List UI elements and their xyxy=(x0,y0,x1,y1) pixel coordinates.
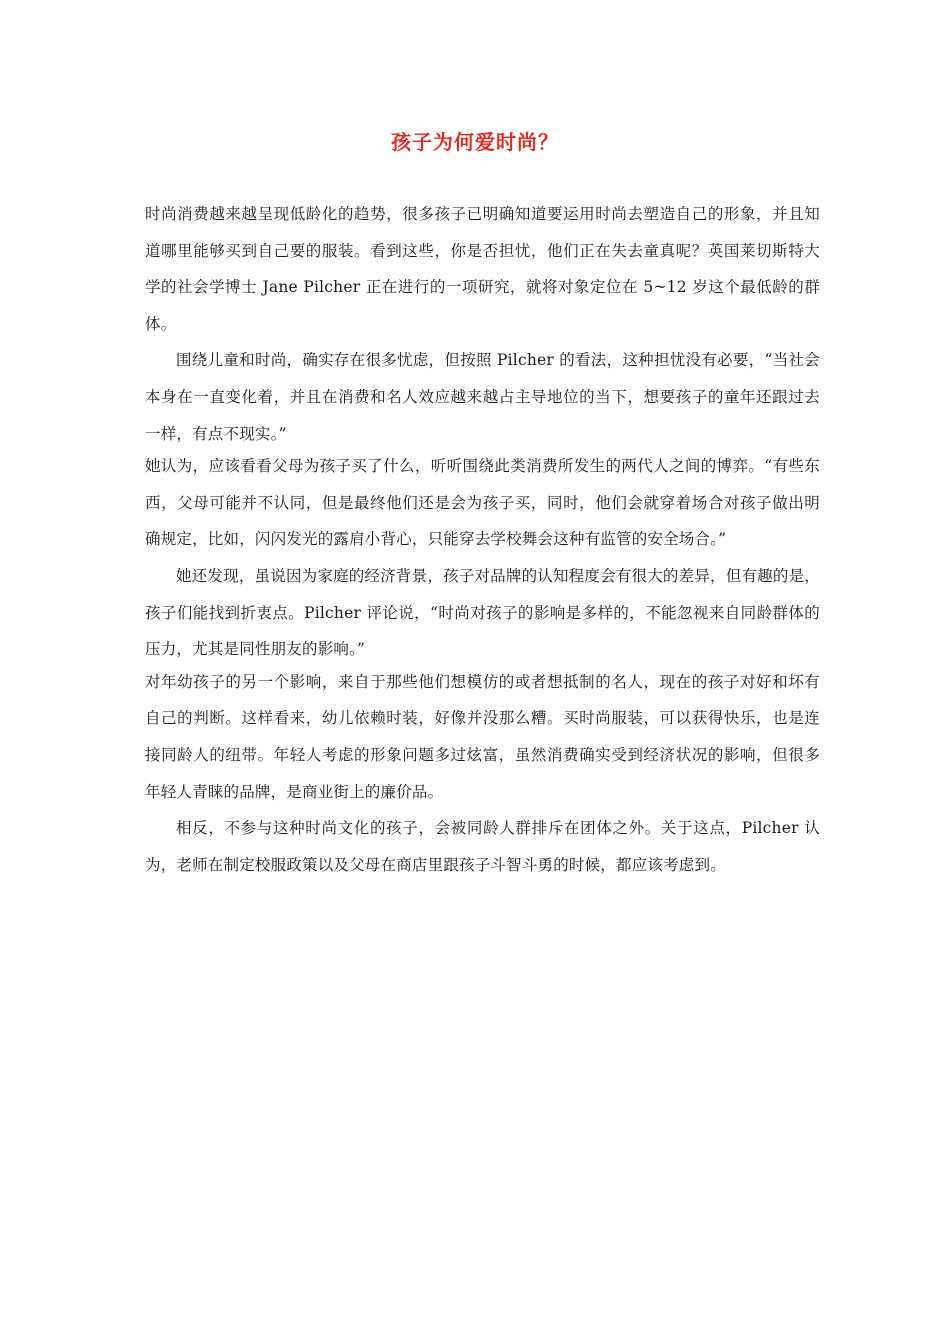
page-title: 孩子为何爱时尚？ xyxy=(391,130,559,154)
paragraph-3: 她认为，应该看看父母为孩子买了什么，听听围绕此类消费所发生的两代人之间的博弈。“有些东西，父母可能并不认同，但是最终他们还是会为孩子买，同时，他们会就穿着场合对孩子做出明确规定，比如，闪闪发光的露肩小背心，只能穿去学校舞会这种有监管的安全场合。” xyxy=(145,457,820,549)
paragraph-4: 她还发现，虽说因为家庭的经济背景，孩子对品牌的认知程度会有很大的差异，但有趣的是，孩子们能找到折衷点。Pilcher 评论说，“时尚对孩子的影响是多样的，不能忽视来自同龄群体的压力，尤其是同性朋友的影响。” xyxy=(145,566,820,659)
paragraph-5: 对年幼孩子的另一个影响，来自于那些他们想模仿的或者想抵制的名人，现在的孩子对好和坏有自己的判断。这样看来，幼儿依赖时装，好像并没那么糟。买时尚服装，可以获得快乐，也是连接同龄人的纽带。年轻人考虑的形象问题多过炫富，虽然消费确实受到经济状况的影响，但很多年轻人青睐的品牌，是商业街上的廉价品。 xyxy=(145,672,820,801)
paragraph-6: 相反，不参与这种时尚文化的孩子，会被同龄人群排斥在团体之外。关于这点，Pilcher 认为，老师在制定校服政策以及父母在商店里跟孩子斗智斗勇的时候，都应该考虑到。 xyxy=(145,819,820,874)
article-body xyxy=(145,196,820,883)
paragraph-1: 时尚消费越来越呈现低龄化的趋势，很多孩子已明确知道要运用时尚去塑造自己的形象，并且知道哪里能够买到自己要的服装。看到这些，你是否担忧，他们正在失去童真呢？英国莱切斯特大学的社会学博士 Jane Pilcher 正在进行的一项研究，就将对象定位在 5~12 岁这个最低龄的群体。 xyxy=(145,205,820,333)
paragraph-2: 围绕儿童和时尚，确实存在很多忧虑，但按照 Pilcher 的看法，这种担忧没有必要，“当社会本身在一直变化着，并且在消费和名人效应越来越占主导地位的当下，想要孩子的童年还跟过去一样，有点不现实。” xyxy=(145,351,820,443)
